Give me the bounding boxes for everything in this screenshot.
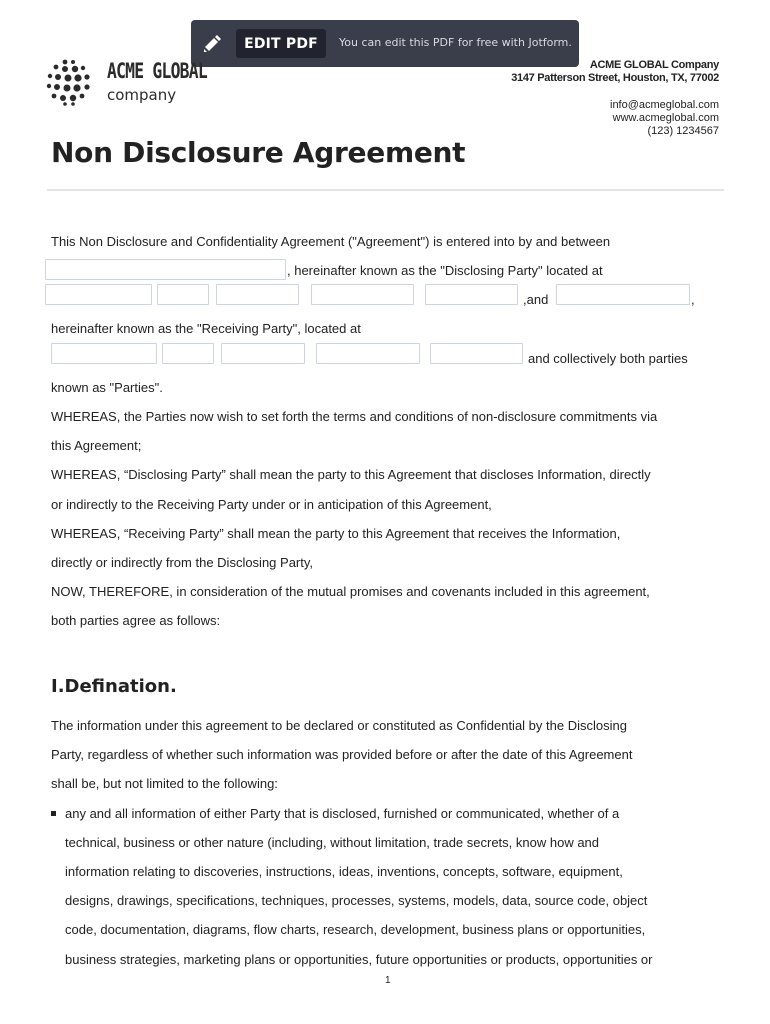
section-paragraph-line: The information under this agreement to be declared or constituted as Confidential by the Disclosing xyxy=(51,718,627,733)
company-info xyxy=(511,59,719,138)
edit-pdf-button[interactable]: EDIT PDF xyxy=(236,29,326,58)
and-text: ,and xyxy=(523,292,549,307)
disclosing-unit-field[interactable] xyxy=(157,284,209,305)
whereas-line: this Agreement; xyxy=(51,438,142,453)
whereas-line: WHEREAS, “Disclosing Party” shall mean the party to this Agreement that discloses Information, directly xyxy=(51,467,651,482)
receiving-state-field[interactable] xyxy=(316,343,420,364)
jotform-pen-icon xyxy=(202,32,224,54)
logo-name: ACME GLOBAL xyxy=(107,59,207,83)
whereas-line: NOW, THEREFORE, in consideration of the mutual promises and covenants included in this agreement, xyxy=(51,584,650,599)
disclosing-party-suffix: , hereinafter known as the "Disclosing Party" located at xyxy=(287,263,603,278)
comma-text: , xyxy=(691,292,695,307)
receiving-party-name-field[interactable] xyxy=(556,284,690,305)
receiving-unit-field[interactable] xyxy=(162,343,214,364)
bullet-line: any and all information of either Party that is disclosed, furnished or communicated, whether of a xyxy=(65,806,620,821)
banner-message: You can edit this PDF for free with Jotform. xyxy=(339,36,572,49)
bullet-line: business strategies, marketing plans or opportunities, future opportunities or products, opportunities or xyxy=(65,952,653,967)
whereas-line: or indirectly to the Receiving Party under or in anticipation of this Agreement, xyxy=(51,497,492,512)
section-paragraph-line: shall be, but not limited to the following: xyxy=(51,776,278,791)
bullet-line: technical, business or other nature (including, without limitation, trade secrets, know how and xyxy=(65,835,600,850)
receiving-city-field[interactable] xyxy=(221,343,305,364)
whereas-line: directly or indirectly from the Disclosing Party, xyxy=(51,555,314,570)
company-phone: (123) 1234567 xyxy=(647,125,719,137)
disclosing-state-field[interactable] xyxy=(311,284,414,305)
whereas-line: WHEREAS, the Parties now wish to set forth the terms and conditions of non-disclosure commitments via xyxy=(51,409,658,424)
document-title: Non Disclosure Agreement xyxy=(51,136,466,169)
company-name: ACME GLOBAL Company xyxy=(589,59,719,71)
globe-dots-icon xyxy=(45,58,93,106)
receiving-street-field[interactable] xyxy=(51,343,157,364)
collectively-text: and collectively both parties xyxy=(528,351,688,366)
company-email: info@acmeglobal.com xyxy=(610,99,719,111)
disclosing-zip-field[interactable] xyxy=(425,284,518,305)
disclosing-city-field[interactable] xyxy=(216,284,299,305)
intro-line: This Non Disclosure and Confidentiality Agreement ("Agreement") is entered into by and between xyxy=(51,234,611,249)
receiving-party-line: hereinafter known as the "Receiving Party", located at xyxy=(51,321,361,336)
company-logo xyxy=(45,58,225,108)
bullet-line: code, documentation, diagrams, flow charts, research, development, business plans or opportunities, xyxy=(65,922,646,937)
bullet-marker xyxy=(51,811,56,816)
disclosing-party-name-field[interactable] xyxy=(45,259,286,280)
whereas-line: both parties agree as follows: xyxy=(51,613,221,628)
page-number: 1 xyxy=(385,975,391,986)
receiving-zip-field[interactable] xyxy=(430,343,523,364)
title-divider xyxy=(47,189,724,191)
logo-sub: company xyxy=(107,86,177,104)
company-address: 3147 Patterson Street, Houston, TX, 77002 xyxy=(511,72,719,84)
disclosing-street-field[interactable] xyxy=(45,284,152,305)
bullet-line: designs, drawings, specifications, techniques, processes, systems, models, data, source code, object xyxy=(65,893,648,908)
parties-line: known as "Parties". xyxy=(51,380,163,395)
company-website: www.acmeglobal.com xyxy=(612,112,719,124)
section-heading: I.Defination. xyxy=(51,676,177,697)
section-paragraph-line: Party, regardless of whether such information was provided before or after the date of this Agreement xyxy=(51,747,633,762)
bullet-line: information relating to discoveries, instructions, ideas, inventions, concepts, software, equipment, xyxy=(65,864,623,879)
whereas-line: WHEREAS, “Receiving Party” shall mean the party to this Agreement that receives the Information, xyxy=(51,526,621,541)
